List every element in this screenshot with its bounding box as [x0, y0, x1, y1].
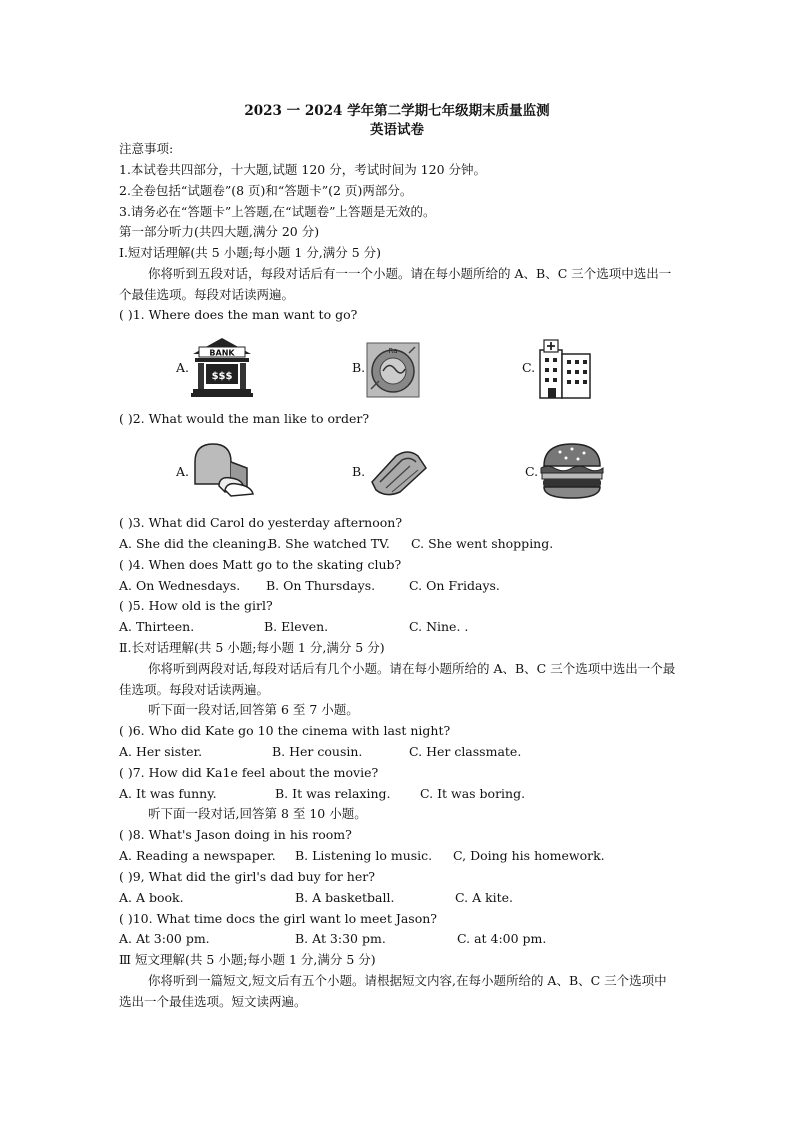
q8-option-a: A. Reading a newspaper. [119, 848, 276, 863]
bank-money-text: $$$ [211, 371, 233, 382]
sec1-heading: Ⅰ.短对话理解(共 5 小题;每小题 1 分,满分 5 分) [119, 245, 382, 260]
question-1: ( )1. Where does the man want to go? [119, 307, 358, 322]
q8-option-b: B. Listening lo music. [295, 848, 433, 863]
q2-option-a-label: A. [176, 464, 190, 479]
question-3: ( )3. What did Carol do yesterday afternoon? [119, 515, 403, 530]
sec2-listen-2: 听下面一段对话,回答第 8 至 10 小题。 [148, 806, 367, 821]
sec2-listen-1: 听下面一段对话,回答第 6 至 7 小题。 [148, 702, 359, 717]
bank-sign-text: BANK [209, 348, 235, 358]
question-8: ( )8. What's Jason doing in his room? [119, 827, 352, 842]
q6-option-c: C. Her classmate. [409, 744, 522, 759]
question-6: ( )6. Who did Kate go 10 the cinema with last night? [119, 723, 451, 738]
q7-option-c: C. It was boring. [420, 786, 526, 801]
q8-option-c: C, Doing his homework. [453, 848, 605, 863]
q5-option-b: B. Eleven. [264, 619, 329, 634]
q9-option-a: A. A book. [119, 890, 184, 905]
q2-option-b-label: B. [352, 464, 366, 479]
q10-option-b: B. At 3:30 pm. [295, 931, 386, 946]
q6-option-a: A. Her sister. [119, 744, 203, 759]
question-10: ( )10. What time docs the girl want lo meet Jason? [119, 911, 437, 926]
q6-option-b: B. Her cousin. [272, 744, 363, 759]
sec2-heading: Ⅱ.长对话理解(共 5 小题;每小题 1 分,满分 5 分) [119, 640, 385, 655]
q1-option-b-label: B. [352, 360, 366, 375]
q3-option-c: C. She went shopping. [411, 536, 554, 551]
q4-option-b: B. On Thursdays. [266, 578, 376, 593]
exam-title: 2023 一 2024 学年第二学期七年级期末质量监测 [244, 103, 550, 119]
q2-option-c-label: C. [525, 464, 539, 479]
restaurant-plate-icon [365, 341, 421, 403]
sandwich-wrap-icon [366, 442, 432, 504]
question-5: ( )5. How old is the girl? [119, 598, 273, 613]
part1-heading: 第一部分听力(共四大题,满分 20 分) [119, 224, 320, 239]
question-4: ( )4. When does Matt go to the skating club? [119, 557, 402, 572]
note-item-1: 1.本试卷共四部分，十大题,试题 120 分，考试时间为 120 分钟。 [119, 162, 487, 177]
q5-option-c: C. Nine. . [409, 619, 469, 634]
sec2-intro: 你将听到两段对话,每段对话后有几个小题。请在每小题所给的 A、B、C 三个选项中选出一个最佳选项。每段对话读两遍。 [119, 661, 676, 697]
sec3-intro: 你将听到一篇短文,短文后有五个小题。请根据短文内容,在每小题所给的 A、B、C 三个选项中选出一个最佳选项。短文读两遍。 [119, 973, 667, 1009]
question-2: ( )2. What would the man like to order? [119, 411, 370, 426]
hospital-icon [536, 338, 592, 404]
sec3-heading: Ⅲ 短文理解(共 5 小题;每小题 1 分,满分 5 分) [119, 952, 376, 967]
question-7: ( )7. How did Ka1e feel about the movie? [119, 765, 379, 780]
q10-option-a: A. At 3:00 pm. [119, 931, 210, 946]
q7-option-b: B. It was relaxing. [275, 786, 391, 801]
note-item-2: 2.全卷包括“试题卷”(8 页)和“答题卡”(2 页)两部分。 [119, 183, 413, 198]
bread-icon [189, 440, 259, 504]
q4-option-c: C. On Fridays. [409, 578, 500, 593]
q10-option-c: C. at 4:00 pm. [457, 931, 547, 946]
notes-heading: 注意事项: [119, 141, 174, 156]
q4-option-a: A. On Wednesdays. [119, 578, 241, 593]
q9-option-b: B. A basketball. [295, 890, 395, 905]
note-item-3: 3.请务必在“答题卡”上答题,在“试题卷”上答题是无效的。 [119, 204, 436, 219]
sec1-intro: 你将听到五段对话，每段对话后有一一个小题。请在每小题所给的 A、B、C 三个选项中选出一个最佳选项。每段对话读两遍。 [119, 266, 672, 302]
hamburger-icon [538, 440, 606, 506]
q3-option-a: A. She did the cleaning. [119, 536, 271, 551]
bank-icon [189, 336, 255, 402]
plate-label: Ra [388, 347, 398, 355]
q5-option-a: A. Thirteen. [119, 619, 195, 634]
q7-option-a: A. It was funny. [119, 786, 217, 801]
exam-subtitle: 英语试卷 [370, 122, 424, 138]
q1-option-c-label: C. [522, 360, 536, 375]
q9-option-c: C. A kite. [455, 890, 514, 905]
question-9: ( )9, What did the girl's dad buy for her? [119, 869, 375, 884]
q1-option-a-label: A. [176, 360, 190, 375]
q3-option-b: B. She watched TV. [268, 536, 390, 551]
